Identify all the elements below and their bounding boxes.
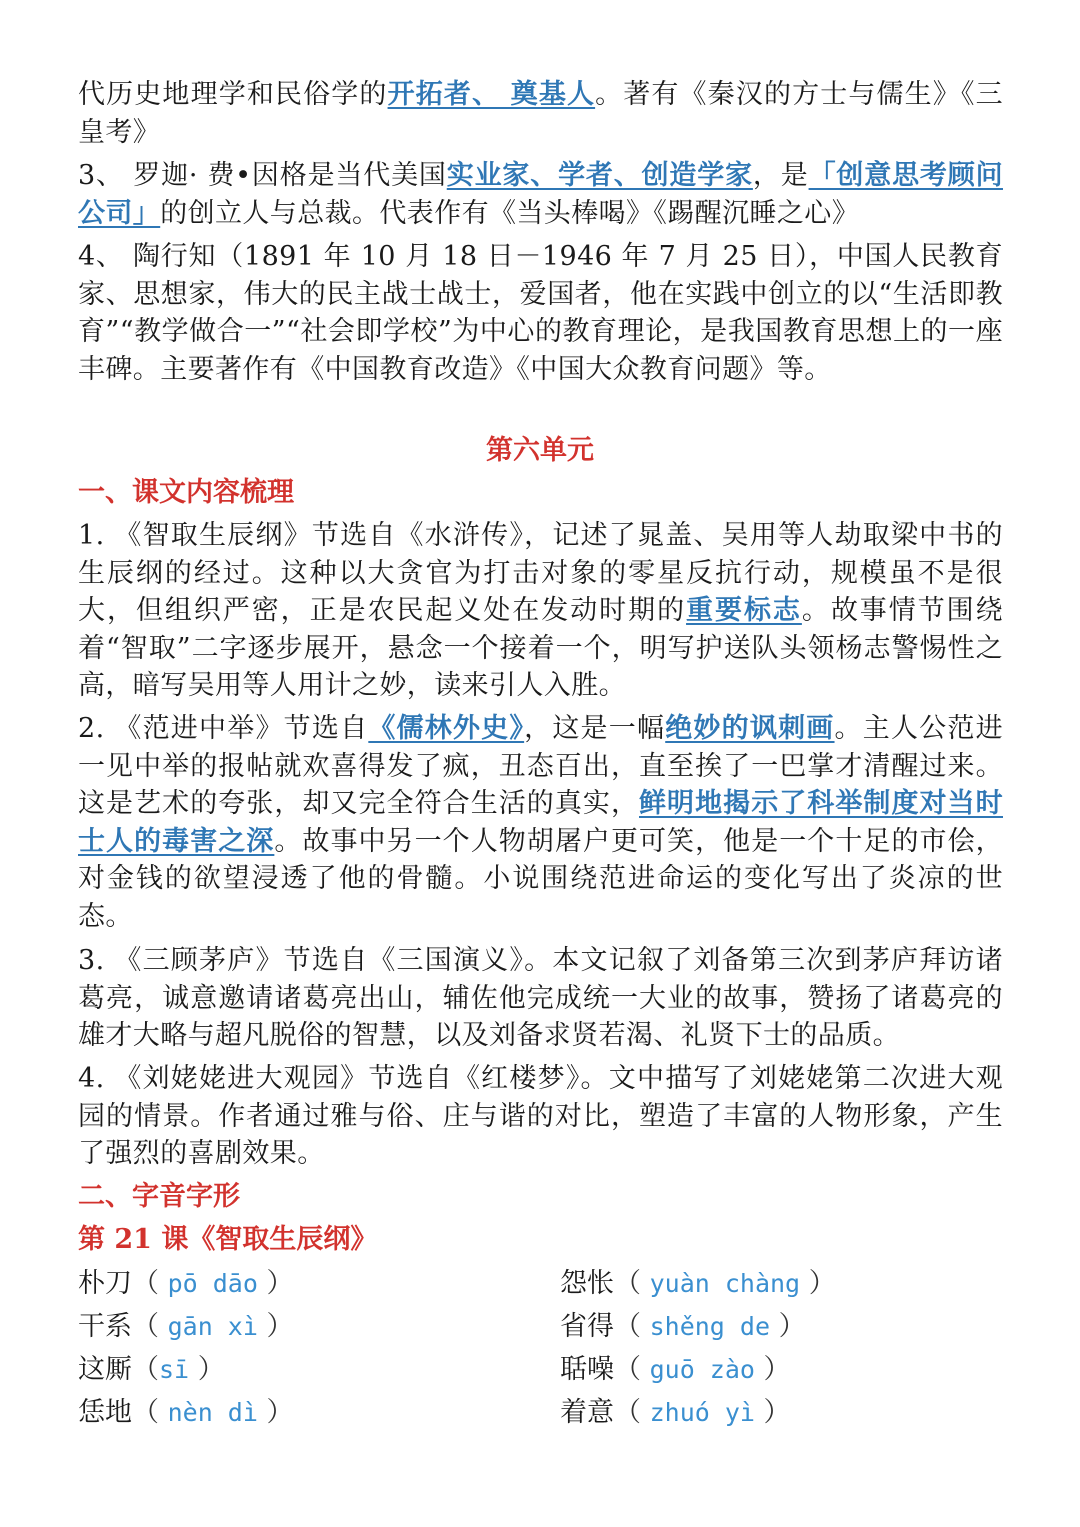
word-item: 干系（ gān xì ）: [78, 1311, 294, 1342]
word: 着意: [560, 1397, 614, 1428]
highlight-important-sign: 重要标志: [686, 595, 802, 626]
content-item-3: 3. 《三顾茅庐》节选自《三国演义》。本文记叙了刘备第三次到茅庐拜访诸葛亮，诚意邀请诸葛亮出山，辅佐他完成统一大业的故事，赞扬了诸葛亮的雄才大略与超凡脱俗的智慧，以及刘备求贤若渴、礼贤下士的品质。: [78, 945, 1003, 1051]
content-item-4: 4. 《刘姥姥进大观园》节选自《红楼梦》。文中描写了刘姥姥第二次进大观园的情景。作者通过雅与俗、庄与谐的对比，塑造了丰富的人物形象，产生了强烈的喜剧效果。: [78, 1063, 1003, 1169]
text: ，这是一幅: [524, 713, 666, 744]
word-item: 省得（ shěng de ）: [560, 1311, 806, 1342]
highlight-satire: 绝妙的讽刺画: [665, 713, 835, 744]
paragraph-gu-jiegang: [78, 76, 1003, 151]
word-item: 聒噪（ guō zào ）: [560, 1354, 791, 1385]
pinyin: pō dāo: [167, 1269, 258, 1298]
highlight-titles: 实业家、学者、创造学家: [446, 160, 753, 191]
text: 。著有《秦汉的方士与儒生》《三皇考》: [78, 79, 1003, 148]
pinyin: zhuó yì: [649, 1398, 755, 1427]
word-item: 这厮（sī ）: [78, 1354, 225, 1385]
word: 这厮: [78, 1354, 132, 1385]
pinyin: yuàn chàng: [649, 1269, 801, 1298]
text: 1. 《智取生辰纲》节选自《水浒传》，记述了晁盖、吴用等人劫取梁中书的生辰纲的经过。这种以大贪官为打击对象的零星反抗行动，规模虽不是很大，但组织严密，正是农民起义处在发动时期的: [78, 520, 1003, 626]
pinyin: guō zào: [649, 1355, 755, 1384]
word: 恁地: [78, 1397, 132, 1428]
paragraph-item-3: [78, 157, 1003, 232]
pinyin: sī: [159, 1355, 190, 1384]
word-item: 恁地（ nèn dì ）: [78, 1397, 294, 1428]
text: 3、 罗迦· 费•因格是当代美国: [78, 160, 447, 191]
text: 代历史地理学和民俗学的: [78, 79, 388, 110]
lesson-title: 第 21 课《智取生辰纲》: [78, 1224, 378, 1255]
word-item: 朴刀（ pō dāo ）: [78, 1268, 294, 1299]
highlight-company: 「创意思考顾问公司」: [78, 160, 1003, 229]
content-item-2: [78, 710, 1003, 935]
content-item-1: [78, 517, 1003, 705]
word: 干系: [78, 1311, 132, 1342]
pinyin: nèn dì: [167, 1398, 258, 1427]
pinyin: shěng de: [649, 1312, 771, 1341]
section-title-pronunciation: 二、字音字形: [78, 1181, 240, 1212]
word: 省得: [560, 1311, 614, 1342]
highlight-book-title: 《儒林外史》: [368, 713, 525, 744]
section-title-content: 一、课文内容梳理: [78, 477, 294, 508]
text: 。故事中另一个人物胡屠户更可笑，他是一个十足的市侩，对金钱的欲望浸透了他的骨髓。小说围绕范进命运的变化写出了炎凉的世态。: [78, 825, 1003, 932]
word-item: 怨怅（ yuàn chàng ）: [560, 1268, 836, 1299]
word: 怨怅: [560, 1268, 614, 1299]
text: 2. 《范进中举》节选自: [78, 713, 369, 744]
highlight-theme: 鲜明地揭示了科举制度对当时士人的毒害之深: [78, 788, 1003, 857]
unit-title: 第六单元: [486, 435, 594, 466]
pinyin: gān xì: [167, 1312, 258, 1341]
word: 朴刀: [78, 1268, 132, 1299]
text: 。故事情节围绕着“智取”二字逐步展开，悬念一个接着一个，明写护送队头领杨志警惕性之高，暗写吴用等人用计之妙，读来引人入胜。: [78, 595, 1003, 701]
text: 的创立人与总裁。代表作有《当头棒喝》《踢醒沉睡之心》: [160, 197, 860, 229]
text: ，是: [752, 160, 809, 191]
highlight-pioneer: 开拓者、 奠基人: [387, 79, 596, 110]
text: 。主人公范进一见中举的报帖就欢喜得发了疯，丑态百出，直至挨了一巴掌才清醒过来。这是艺术的夸张，却又完全符合生活的真实，: [78, 713, 1004, 819]
word: 聒噪: [560, 1354, 614, 1385]
paragraph-item-4: [78, 238, 1003, 388]
word-item: 着意（ zhuó yì ）: [560, 1397, 791, 1428]
text: 4、 陶行知（1891 年 10 月 18 日－1946 年 7 月 25 日），中国人民教育家、思想家，伟大的民主战士战士，爱国者，他在实践中创立的以“生活即教育”“教学做合一”“社会即学校”为中心的教育理论，是我国教育思想上的一座丰碑。主要著作有《中国教育改造》《中国大众教育问题》等。: [78, 241, 1003, 385]
